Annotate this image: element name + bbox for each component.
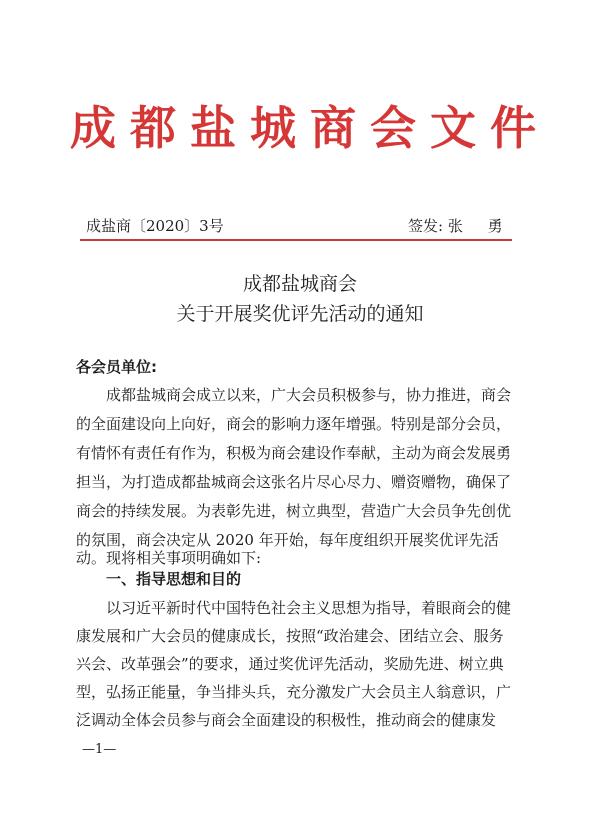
notice-title-line-1: 成都盐城商会 bbox=[242, 273, 357, 295]
body-line: 有情怀有责任有作为，积极为商会建设作奉献，主动为商会发展勇 bbox=[76, 444, 512, 462]
body-line: 康发展和广大会员的健康成长，按照“政治建会、团结立会、服务 bbox=[76, 627, 504, 645]
body-line: 兴会、改革强会”的要求，通过奖优评先活动，奖励先进、树立典 bbox=[76, 655, 504, 673]
header-divider bbox=[80, 239, 512, 241]
body-line: 商会的持续发展。为表彰先进，树立典型，营造广大会员争先创优 bbox=[76, 502, 512, 520]
signer-name: 张 勇 bbox=[447, 217, 513, 235]
body-line: 担当，为打造成都盐城商会这张名片尽心尽力、赠资赠物，确保了 bbox=[76, 473, 512, 491]
notice-title-line-2: 关于开展奖优评先活动的通知 bbox=[176, 303, 424, 325]
body-line: 的全面建设向上向好，商会的影响力逐年增强。特别是部分会员， bbox=[76, 415, 512, 433]
body-line: 以习近平新时代中国特色社会主义思想为指导，着眼商会的健 bbox=[76, 599, 512, 617]
body-line: 成都盐城商会成立以来，广大会员积极参与，协力推进，商会 bbox=[76, 386, 512, 404]
document-number: 成盐商〔2020〕3号 bbox=[86, 217, 224, 235]
body-line: 泛调动全体会员参与商会全面建设的积极性，推动商会的健康发 bbox=[76, 711, 497, 729]
body-line: 的氛围，商会决定从 2020 年开始，每年度组织开展奖优评先活 bbox=[76, 531, 499, 549]
section-heading: 一、指导思想和目的 bbox=[106, 570, 242, 588]
salutation: 各会员单位: bbox=[76, 358, 157, 376]
letterhead-title: 成都盐城商会文件 bbox=[70, 101, 550, 155]
page-number: —1— bbox=[82, 742, 117, 757]
signer-line bbox=[408, 216, 513, 236]
signer-label: 签发: bbox=[408, 217, 444, 235]
body-line: 动。现将相关事项明确如下: bbox=[76, 549, 262, 567]
body-line: 型，弘扬正能量，争当排头兵，充分激发广大会员主人翁意识，广 bbox=[76, 683, 512, 701]
